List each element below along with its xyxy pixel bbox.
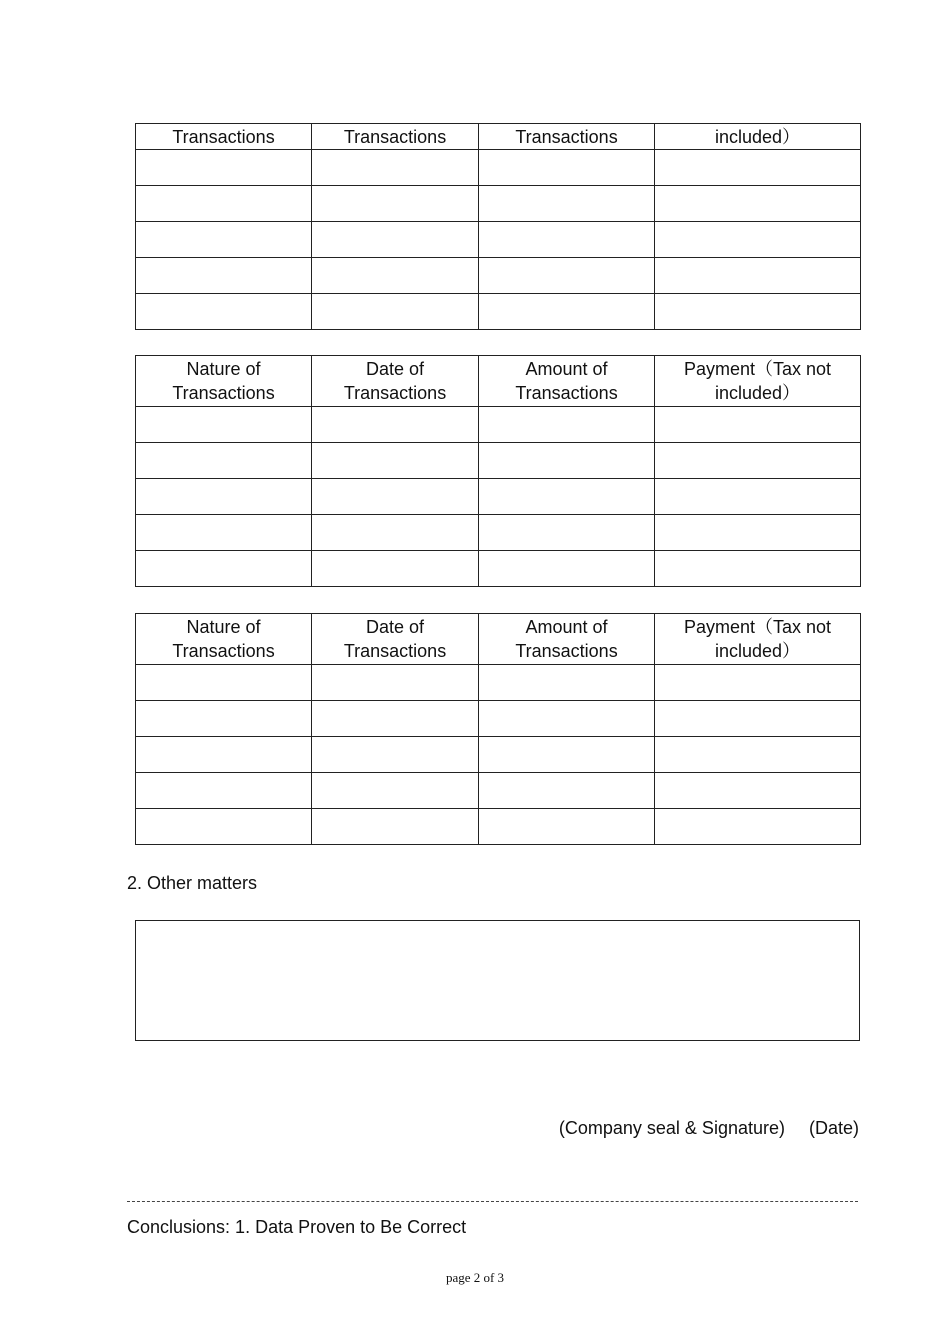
- table-row: [136, 407, 861, 443]
- other-matters-box[interactable]: [135, 920, 860, 1041]
- cell-date[interactable]: [312, 294, 479, 330]
- cell-payment[interactable]: [655, 665, 861, 701]
- table-row: [136, 665, 861, 701]
- cell-amount[interactable]: [479, 701, 655, 737]
- header-amount: [479, 356, 655, 407]
- header-line: Payment（Tax not: [683, 617, 832, 637]
- cell-nature[interactable]: [136, 773, 312, 809]
- cell-date[interactable]: [312, 515, 479, 551]
- cell-nature[interactable]: [136, 809, 312, 845]
- header-nature: [136, 356, 312, 407]
- cell-payment[interactable]: [655, 443, 861, 479]
- transactions-table-3: [135, 613, 861, 845]
- header-date: [312, 356, 479, 407]
- cell-amount[interactable]: [479, 150, 655, 186]
- table-row: [136, 443, 861, 479]
- cell-amount[interactable]: [479, 515, 655, 551]
- cell-date[interactable]: [312, 809, 479, 845]
- table-row: [136, 773, 861, 809]
- cell-nature[interactable]: [136, 150, 312, 186]
- cell-nature[interactable]: [136, 665, 312, 701]
- cell-amount[interactable]: [479, 773, 655, 809]
- cell-date[interactable]: [312, 665, 479, 701]
- transactions-table-1: [135, 123, 861, 330]
- cell-payment[interactable]: [655, 258, 861, 294]
- table-row: [136, 222, 861, 258]
- cell-nature[interactable]: [136, 222, 312, 258]
- cell-nature[interactable]: [136, 479, 312, 515]
- header-nature: Transactions: [136, 124, 312, 150]
- header-line: Transactions: [515, 641, 618, 661]
- table-row: [136, 258, 861, 294]
- cell-payment[interactable]: [655, 222, 861, 258]
- cell-nature[interactable]: [136, 294, 312, 330]
- cell-nature[interactable]: [136, 737, 312, 773]
- header-date: Transactions: [312, 124, 479, 150]
- header-payment: [655, 356, 861, 407]
- header-line: Transactions: [343, 383, 447, 403]
- table-row: [136, 186, 861, 222]
- cell-payment[interactable]: [655, 551, 861, 587]
- cell-date[interactable]: [312, 186, 479, 222]
- conclusions-text: Conclusions: 1. Data Proven to Be Correct: [127, 1217, 467, 1237]
- other-matters-title: 2. Other matters: [127, 873, 258, 893]
- cell-date[interactable]: [312, 222, 479, 258]
- company-seal-label: (Company seal & Signature): [558, 1118, 785, 1138]
- cell-nature[interactable]: [136, 258, 312, 294]
- cell-payment[interactable]: [655, 186, 861, 222]
- cell-nature[interactable]: [136, 407, 312, 443]
- header-line: Date of: [365, 359, 425, 379]
- cell-amount[interactable]: [479, 294, 655, 330]
- cell-payment[interactable]: [655, 407, 861, 443]
- header-line: Transactions: [172, 383, 275, 403]
- table-row: [136, 150, 861, 186]
- cell-date[interactable]: [312, 407, 479, 443]
- header-amount: Transactions: [479, 124, 655, 150]
- table-row: [136, 294, 861, 330]
- cell-amount[interactable]: [479, 737, 655, 773]
- cell-payment[interactable]: [655, 150, 861, 186]
- header-line: Transactions: [343, 641, 447, 661]
- header-line: Payment（Tax not: [683, 359, 832, 379]
- cell-date[interactable]: [312, 701, 479, 737]
- cell-payment[interactable]: [655, 479, 861, 515]
- cell-date[interactable]: [312, 551, 479, 587]
- cell-payment[interactable]: [655, 737, 861, 773]
- transactions-table-2: [135, 355, 861, 587]
- cell-nature[interactable]: [136, 443, 312, 479]
- table-row: [136, 737, 861, 773]
- cell-date[interactable]: [312, 737, 479, 773]
- header-amount: [479, 614, 655, 665]
- header-line: included）: [714, 383, 801, 403]
- table-row: [136, 551, 861, 587]
- cell-date[interactable]: [312, 479, 479, 515]
- table-row: [136, 479, 861, 515]
- cell-amount[interactable]: [479, 258, 655, 294]
- table-row: [136, 515, 861, 551]
- signature-line: [559, 1118, 859, 1139]
- header-nature: [136, 614, 312, 665]
- cell-amount[interactable]: [479, 665, 655, 701]
- cell-payment[interactable]: [655, 294, 861, 330]
- page-number: page 2 of 3: [445, 1270, 505, 1285]
- header-line: Transactions: [172, 641, 275, 661]
- date-label: (Date): [808, 1118, 859, 1138]
- header-date: [312, 614, 479, 665]
- cell-date[interactable]: [312, 773, 479, 809]
- cell-amount[interactable]: [479, 222, 655, 258]
- table-row: [136, 701, 861, 737]
- cell-nature[interactable]: [136, 551, 312, 587]
- header-payment: [655, 614, 861, 665]
- cell-amount[interactable]: [479, 407, 655, 443]
- cell-amount[interactable]: [479, 479, 655, 515]
- cell-amount[interactable]: [479, 443, 655, 479]
- dashed-divider: [127, 1201, 858, 1202]
- cell-nature[interactable]: [136, 515, 312, 551]
- cell-payment[interactable]: [655, 701, 861, 737]
- header-payment: included）: [655, 124, 861, 150]
- header-line: Amount of: [525, 359, 608, 379]
- cell-date[interactable]: [312, 443, 479, 479]
- cell-amount[interactable]: [479, 186, 655, 222]
- header-line: Nature of: [186, 359, 261, 379]
- header-line: Transactions: [515, 383, 618, 403]
- cell-payment[interactable]: [655, 809, 861, 845]
- header-line: Date of: [365, 617, 425, 637]
- cell-payment[interactable]: [655, 515, 861, 551]
- table-row: [136, 809, 861, 845]
- cell-nature[interactable]: [136, 701, 312, 737]
- header-line: Amount of: [525, 617, 608, 637]
- header-line: Nature of: [186, 617, 261, 637]
- cell-payment[interactable]: [655, 773, 861, 809]
- cell-date[interactable]: [312, 258, 479, 294]
- header-line: included）: [714, 641, 801, 661]
- cell-amount[interactable]: [479, 551, 655, 587]
- cell-amount[interactable]: [479, 809, 655, 845]
- cell-nature[interactable]: [136, 186, 312, 222]
- cell-date[interactable]: [312, 150, 479, 186]
